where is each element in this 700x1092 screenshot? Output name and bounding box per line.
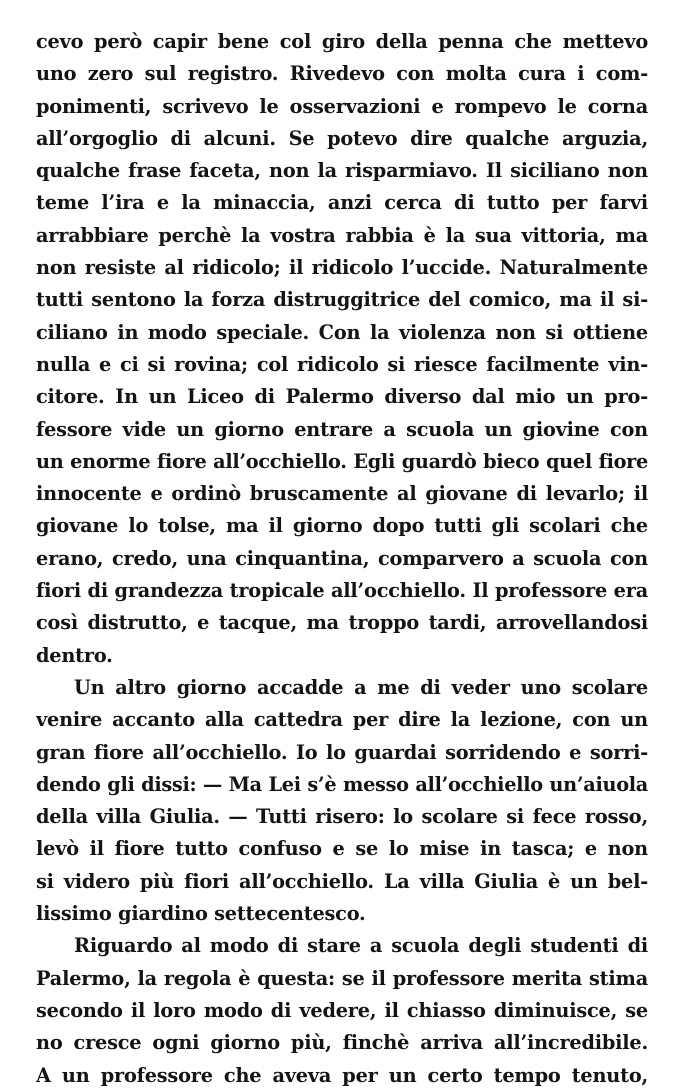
text-line: qualche frase faceta, non la risparmiavo. Il siciliano non	[36, 159, 648, 183]
text-line: erano, credo, una cinquantina, comparvero a scuola con	[36, 546, 648, 570]
text-line: ponimenti, scrivevo le osservazioni e rompevo le corna	[36, 94, 648, 118]
text-line: dendo gli dissi: — Ma Lei s’è messo all’occhiello un’aiuola	[36, 772, 648, 796]
paragraph-3	[36, 930, 648, 1091]
text-line: dentro.	[36, 643, 113, 667]
text-line: levò il fiore tutto confuso e se lo mise in tasca; e non	[36, 837, 648, 861]
text-line: così distrutto, e tacque, ma troppo tardi, arrovellandosi	[36, 611, 648, 635]
text-line: Riguardo al modo di stare a scuola degli studenti di	[74, 934, 648, 958]
text-line: A un professore che aveva per un certo tempo tenuto,	[36, 1063, 648, 1087]
text-line: secondo il loro modo di vedere, il chiasso diminuisce, se	[36, 998, 648, 1022]
text-line: si videro più fiori all’occhiello. La villa Giulia è un bel-	[36, 869, 648, 893]
text-line: gran fiore all’occhiello. Io lo guardai sorridendo e sorri-	[36, 740, 648, 764]
text-line: fessore vide un giorno entrare a scuola un giovine con	[36, 417, 648, 441]
text-line: ciliano in modo speciale. Con la violenza non si ottiene	[36, 320, 648, 344]
text-line: teme l’ira e la minaccia, anzi cerca di tutto per farvi	[36, 191, 648, 215]
text-line: Palermo, la regola è questa: se il professore merita stima	[36, 966, 648, 990]
text-line: arrabbiare perchè la vostra rabbia è la sua vittoria, ma	[36, 223, 648, 247]
text-line: lissimo giardino settecentesco.	[36, 902, 366, 926]
text-line: innocente e ordinò bruscamente al giovane di levarlo; il	[36, 482, 648, 506]
text-line: citore. In un Liceo di Palermo diverso dal mio un pro-	[36, 385, 648, 409]
document-page	[36, 26, 648, 1092]
text-line: non resiste al ridicolo; il ridicolo l’uccide. Naturalmente	[36, 256, 648, 280]
paragraph-2	[36, 672, 648, 930]
text-line: tutti sentono la forza distruggitrice del comico, ma il si-	[36, 288, 648, 312]
text-line: nulla e ci si rovina; col ridicolo si riesce facilmente vin-	[36, 352, 648, 376]
text-line: fiori di grandezza tropicale all’occhiello. Il professore era	[36, 579, 648, 603]
paragraph-1	[36, 26, 648, 672]
text-line: Un altro giorno accadde a me di veder uno scolare	[74, 675, 648, 699]
text-line: all’orgoglio di alcuni. Se potevo dire qualche arguzia,	[36, 126, 648, 150]
text-line: no cresce ogni giorno più, finchè arriva all’incredibile.	[36, 1031, 648, 1055]
text-line: un enorme fiore all’occhiello. Egli guardò bieco quel fiore	[36, 449, 648, 473]
text-line: venire accanto alla cattedra per dire la lezione, con un	[36, 708, 648, 732]
text-line: della villa Giulia. — Tutti risero: lo scolare si fece rosso,	[36, 805, 648, 829]
text-line: giovane lo tolse, ma il giorno dopo tutti gli scolari che	[36, 514, 648, 538]
text-line: cevo però capir bene col giro della penna che mettevo	[36, 30, 648, 53]
text-line: uno zero sul registro. Rivedevo con molta cura i com-	[36, 62, 648, 86]
